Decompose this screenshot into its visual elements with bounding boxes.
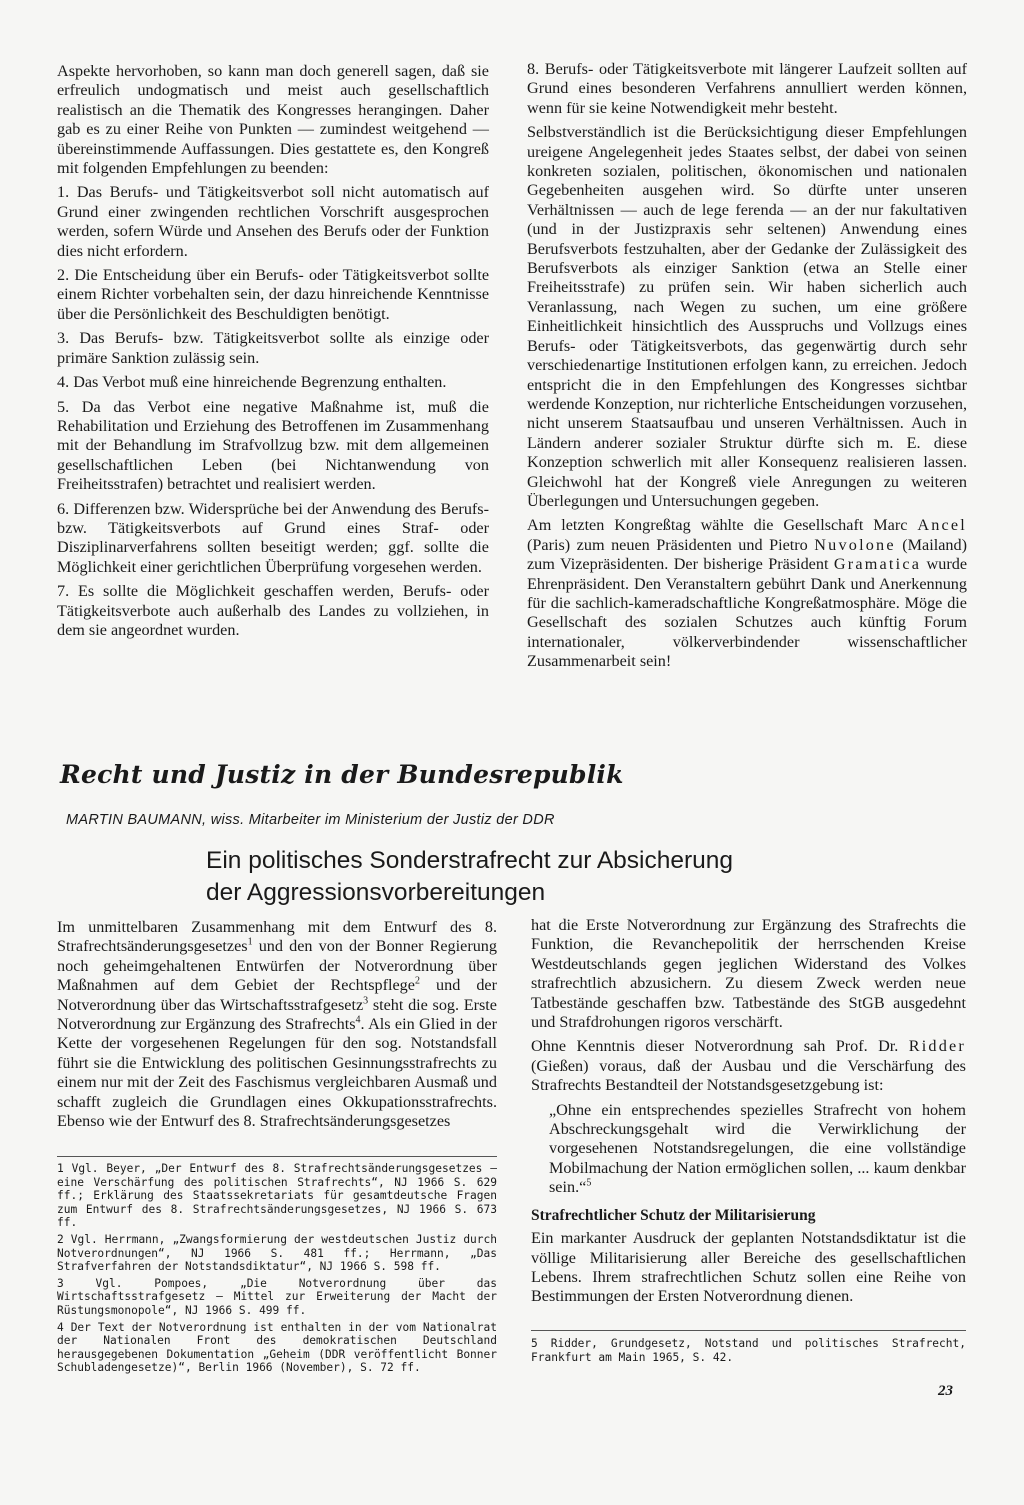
closing-text-c: (Mailand) zum Vizepräsidenten. Der bisherige Präsident [527,535,967,574]
recommendation-7: 7. Es sollte die Möglichkeit geschaffen werden, Berufs- oder Tätigkeitsverbote auch außerhalb des Landes zu vollziehen, in dem sie angeordnet wurden. [57,582,489,639]
bottom-left-column [57,918,497,1136]
footnote-2: 2 Vgl. Herrmann, „Zwangsformierung der westdeutschen Justiz durch Notverordnungen“, NJ 1966 S. 481 ff.; Herrmann, „Das Strafverfahren der Notstandsdiktatur“, NJ 1966 S. 598 ff. [57,1232,497,1274]
bottom-right-column [531,916,966,1312]
article-text-2: und den von der Bonner Regierung noch geheimgehaltenen Entwürfen der Notverordnung über Maßnahmen auf dem Gebiet der Rechtspflege [57,937,497,995]
section-title: Recht und Justiz in der Bundesrepublik [60,760,624,789]
name-nuvolone: Nuvolone [814,535,896,554]
closing-text-b: (Paris) zum neuen Präsidenten und Pietro [527,535,815,554]
footnote-divider-left [57,1156,497,1157]
recommendation-1: 1. Das Berufs- und Tätigkeitsverbot soll nicht automatisch auf Grund einer zwingenden rechtlichen Vorschrift ausgesprochen werden, sofern Würde und Ansehen des Berufs oder der Funktion dies nicht erfordern. [57,183,489,260]
footnote-5: 5 Ridder, Grundgesetz, Notstand und politisches Strafrecht, Frankfurt am Main 1965, S. 42. [531,1337,966,1364]
top-left-column [57,62,489,645]
article-text-1: Im unmittelbaren Zusammenhang mit dem Entwurf des 8. Strafrechtsänderungsgesetzes [57,918,497,956]
footnotes-right [531,1337,966,1367]
author-byline: MARTIN BAUMANN, wiss. Mitarbeiter im Ministerium der Justiz der DDR [66,812,555,828]
recommendation-3: 3. Das Berufs- bzw. Tätigkeitsverbot sollte als einzige oder primäre Sanktion zulässig sein. [57,329,489,367]
ridder-text-a: Ohne Kenntnis dieser Notverordnung sah Prof. Dr. [531,1037,909,1056]
recommendation-6: 6. Differenzen bzw. Widersprüche bei der Anwendung des Berufs- bzw. Tätigkeitsverbots auf Grund eines Straf- oder Disziplinarverfahrens sollten beseitigt werden; ggf. sollte die Möglichkeit einer gerichtlichen Überprüfung vorgesehen werden. [57,499,489,576]
footnote-ref-5[interactable]: 5 [586,1177,592,1189]
name-ridder: Ridder [908,1037,966,1056]
article-text-3: und der Notverordnung über das Wirtschaftsstrafgesetz [57,976,497,1014]
footnote-divider-right [531,1330,966,1331]
page-number: 23 [938,1383,953,1399]
footnotes-left [57,1162,497,1378]
name-gramatica: Gramatica [833,555,922,574]
article-headline [206,845,926,909]
quote-text: „Ohne ein entsprechendes spezielles Strafrecht von hohem Abschreckungsgehalt wird die Verwirklichung der vorgesehenen Notstandsregelungen, die eine vollständige Mobilmachung der Nation ermöglichen sollen, ... kaum denkbar sein.“ [549,1100,966,1197]
footnote-3: 3 Vgl. Pompoes, „Die Notverordnung über das Wirtschaftsstrafgesetz – Mittel zur Erweiterung der Macht der Rüstungsmonopole“, NJ 1966 S. 499 ff. [57,1276,497,1317]
headline-line-1: Ein politisches Sonderstrafrecht zur Absicherung [206,847,734,874]
article-text-4: steht die sog. Erste Notverordnung zur Ergänzung des Strafrechts [57,995,497,1034]
militarization-paragraph: Ein markanter Ausdruck der geplanten Notstandsdiktatur ist die völlige Militarisierung aller Bereiche des gesellschaftlichen Lebens. Ihrem strafrechtlichen Schutz sollen eine Reihe von Bestimmungen der Ersten Notverordnung dienen. [531,1229,966,1306]
recommendation-8: 8. Berufs- oder Tätigkeitsverbote mit längerer Laufzeit sollten auf Grund eines besonderen Verfahrens annulliert werden können, wenn für sie keine Notwendigkeit mehr besteht. [527,60,967,117]
closing-text-d: wurde Ehrenpräsident. Den Veranstaltern gebührt Dank und Anerkennung für die sachlich-kameradschaftliche Kongreßatmosphäre. Möge die Gesellschaft des sozialen Schutzes auch künftig Forum internationaler, völkerverbindender wissenschaftlicher Zusammenarbeit sein! [527,555,968,671]
footnote-4: 4 Der Text der Notverordnung ist enthalten in der vom Nationalrat der Nationalen Front des demokratischen Deutschland herausgegebenen Dokumentation „Geheim (DDR veröffentlicht Bonner Schubladengesetze)“, Berlin 1966 (November), S. 72 ff. [57,1320,497,1375]
name-ancel: Ancel [917,516,967,535]
article-text-5: . Als ein Glied in der Kette der vorgesehenen Regelungen für den sog. Notstandsfall führt sie die Entwicklung des politischen Gesinnungsstrafrechts zu einem nur mit der Zeit des Faschismus vergleichbaren Ausmaß und schafft zugleich die Grundlagen eines Okkupationsstrafrechts. Ebenso wie der Entwurf des 8. Strafrechtsänderungsgesetzes [57,1015,498,1131]
article-continuation-paragraph: hat die Erste Notverordnung zur Ergänzung des Strafrechts die Funktion, die Revanchepolitik der herrschenden Kreise Westdeutschlands gegen jeglichen Widerstand des Volkes strafrechtlich abzusichern. Zu diesem Zweck werden neue Tatbestände geschaffen bzw. Tatbestände des StGB ausgedehnt und Strafdrohungen rigoros verschärft. [531,916,966,1032]
headline-line-2: der Aggressionsvorbereitungen [206,879,546,906]
article-intro-paragraph [57,918,497,1131]
recommendation-5: 5. Da das Verbot eine negative Maßnahme ist, muß die Rehabilitation und Erziehung des Betroffenen im Zusammenhang mit der Behandlung im Strafvollzug bzw. mit dem allgemeinen gesellschaftlichen Leben (bei Nichtanwendung von Freiheitsstrafen) betrachtet und realisiert werden. [57,397,489,494]
recommendation-4: 4. Das Verbot muß eine hinreichende Begrenzung enthalten. [57,373,447,392]
closing-paragraph [527,516,967,671]
footnote-ref-2[interactable]: 2 [414,975,420,987]
top-right-column [527,60,967,677]
ridder-text-b: (Gießen) voraus, daß der Ausbau und die Verschärfung des Strafrechts Bestandteil der Notstandsgesetzgebung ist: [531,1056,966,1095]
footnote-ref-3[interactable]: 3 [363,995,369,1007]
recommendation-2: 2. Die Entscheidung über ein Berufs- oder Tätigkeitsverbot sollte einem Richter vorbehalten sein, der dazu hinreichende Kenntnisse über die Persönlichkeit des Beschuldigten benötigt. [57,266,489,323]
ridder-quote [549,1101,966,1198]
footnote-1: 1 Vgl. Beyer, „Der Entwurf des 8. Strafrechtsänderungsgesetzes – eine Verschärfung des politischen Strafrechts“, NJ 1966 S. 629 ff.; Erklärung des Staatssekretariats für gesamtdeutsche Fragen zum Entwurf des 8. Strafrechtsänderungsgesetzes, NJ 1966 S. 673 ff. [57,1162,497,1230]
ridder-paragraph [531,1037,966,1095]
commentary-paragraph: Selbstverständlich ist die Berücksichtigung dieser Empfehlungen ureigene Angelegenheit jedes Staates selbst, der dabei von seinen konkreten sozialen, politischen, ökonomischen und nationalen Gegebenheiten ausgehen wird. So dürfte unter unseren Verhältnissen — auch de lege ferenda — an der nur fakultativen (und in der Justizpraxis sehr seltenen) Anwendung eines Berufsverbots festzuhalten, aber der Gedanke der Zulässigkeit des Berufsverbots als einziger Sanktion (etwa an Stelle einer Freiheitsstrafe) zu prüfen sein. Wir haben sicherlich auch Veranlassung, nach Wegen zu suchen, um eine größere Einheitlichkeit hinsichtlich des Ausspruchs und Vollzugs eines Berufs- oder Tätigkeitsverbots, das gegenwärtig durch sehr verschiedenartige Institutionen erfolgen kann, zu erreichen. Jedoch entspricht die in den Empfehlungen des Kongresses sichtbar werdende Konzeption, nur richterliche Entscheidungen vorzusehen, nicht unserem Staatsaufbau und unseren Verhältnissen. Auch in Ländern anderer sozialer Struktur dürfte sich m. E. diese Konzeption schwerlich mit aller Konsequenz realisieren lassen. Gleichwohl hat der Kongreß viele Anregungen zu weiteren Überlegungen und Untersuchungen gegeben. [527,123,967,510]
footnote-ref-4[interactable]: 4 [355,1014,361,1026]
subheading: Strafrechtlicher Schutz der Militarisierung [531,1206,816,1224]
intro-paragraph: Aspekte hervorhoben, so kann man doch generell sagen, daß sie erfreulich undogmatisch und meist auch gesellschaftlich realistisch an die Thematik des Kongresses herangingen. Daher gab es zu einer Reihe von Punkten — zumindest weitgehend — übereinstimmende Auffassungen. Dies gestattete es, den Kongreß mit folgenden Empfehlungen zu beenden: [57,62,489,178]
closing-text-a: Am letzten Kongreßtag wählte die Gesellschaft Marc [527,516,918,535]
footnote-ref-1[interactable]: 1 [247,937,253,949]
